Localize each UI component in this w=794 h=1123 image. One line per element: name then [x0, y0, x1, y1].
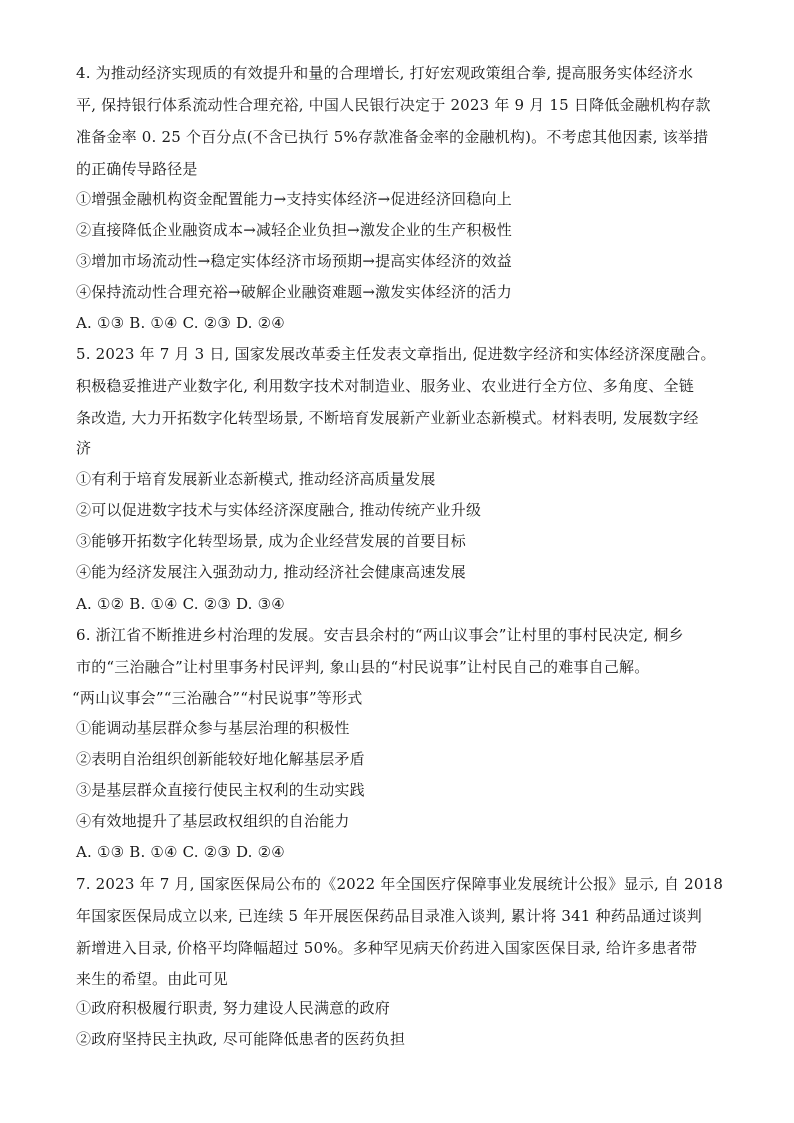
q5-item-4: ④能为经济发展注入强劲动力, 推动经济社会健康高速发展: [76, 563, 466, 581]
q7-stem-line-3: 新增进入目录, 价格平均降幅超过 50%。多种罕见病天价药进入国家医保目录, 给许多患者带: [76, 939, 698, 957]
q5-stem-line-3: 条改造, 大力开拓数字化转型场景, 不断培育发展新产业新业态新模式。材料表明, 发展数字经: [76, 409, 699, 427]
q7-stem-line-2: 年国家医保局成立以来, 已连续 5 年开展医保药品目录准入谈判, 累计将 341 种药品通过谈判: [76, 907, 702, 925]
q7-item-2: ②政府坚持民主执政, 尽可能降低患者的医药负担: [76, 1030, 406, 1048]
q5-item-2: ②可以促进数字技术与实体经济深度融合, 推动传统产业升级: [76, 501, 482, 519]
q6-item-2: ②表明自治组织创新能较好地化解基层矛盾: [76, 750, 365, 768]
q4-stem-line-4: 的正确传导路径是: [76, 160, 198, 178]
q5-stem-line-2: 积极稳妥推进产业数字化, 利用数字技术对制造业、服务业、农业进行全方位、多角度、全链: [76, 377, 694, 395]
q5-stem-line-1: 5. 2023 年 7 月 3 日, 国家发展改革委主任发表文章指出, 促进数字经济和实体经济深度融合。: [76, 345, 716, 363]
q4-stem-line-1: 4. 为推动经济实现质的有效提升和量的合理增长, 打好宏观政策组合拳, 提高服务实体经济水: [76, 64, 694, 82]
q5-item-3: ③能够开拓数字化转型场景, 成为企业经营发展的首要目标: [76, 532, 466, 550]
q4-item-4: ④保持流动性合理充裕→破解企业融资难题→激发实体经济的活力: [76, 283, 512, 301]
q6-stem-line-2: 市的“三治融合”让村里事务村民评判, 象山县的“村民说事”让村民自己的难事自己解。: [76, 658, 650, 676]
q6-choices: A. ①③ B. ①④ C. ②③ D. ②④: [76, 843, 285, 861]
q6-item-1: ①能调动基层群众参与基层治理的积极性: [76, 719, 350, 737]
q4-item-2: ②直接降低企业融资成本→减轻企业负担→激发企业的生产积极性: [76, 221, 512, 239]
q5-item-1: ①有利于培育发展新业态新模式, 推动经济高质量发展: [76, 470, 436, 488]
q6-stem-line-3: “两山议事会”“三治融合”“村民说事”等形式: [72, 689, 363, 707]
q4-item-3: ③增加市场流动性→稳定实体经济市场预期→提高实体经济的效益: [76, 252, 512, 270]
q5-choices: A. ①② B. ①④ C. ②③ D. ③④: [76, 595, 285, 613]
q7-stem-line-1: 7. 2023 年 7 月, 国家医保局公布的《2022 年全国医疗保障事业发展统计公报》显示, 自 2018: [76, 875, 724, 893]
q7-stem-line-4: 来生的希望。由此可见: [76, 970, 229, 988]
q6-stem-line-1: 6. 浙江省不断推进乡村治理的发展。安吉县余村的“两山议事会”让村里的事村民决定, 桐乡: [76, 626, 684, 644]
q4-stem-line-2: 平, 保持银行体系流动性合理充裕, 中国人民银行决定于 2023 年 9 月 15 日降低金融机构存款: [76, 96, 711, 114]
q4-item-1: ①增强金融机构资金配置能力→支持实体经济→促进经济回稳向上: [76, 190, 512, 208]
q4-stem-line-3: 准备金率 0. 25 个百分点(不含已执行 5%存款准备金率的金融机构)。不考虑其他因素, 该举措: [76, 128, 709, 146]
q7-item-1: ①政府积极履行职责, 努力建设人民满意的政府: [76, 999, 390, 1017]
q5-stem-line-4: 济: [76, 439, 92, 457]
q6-item-4: ④有效地提升了基层政权组织的自治能力: [76, 812, 350, 830]
q6-item-3: ③是基层群众直接行使民主权利的生动实践: [76, 781, 365, 799]
q4-choices: A. ①③ B. ①④ C. ②③ D. ②④: [76, 314, 285, 332]
